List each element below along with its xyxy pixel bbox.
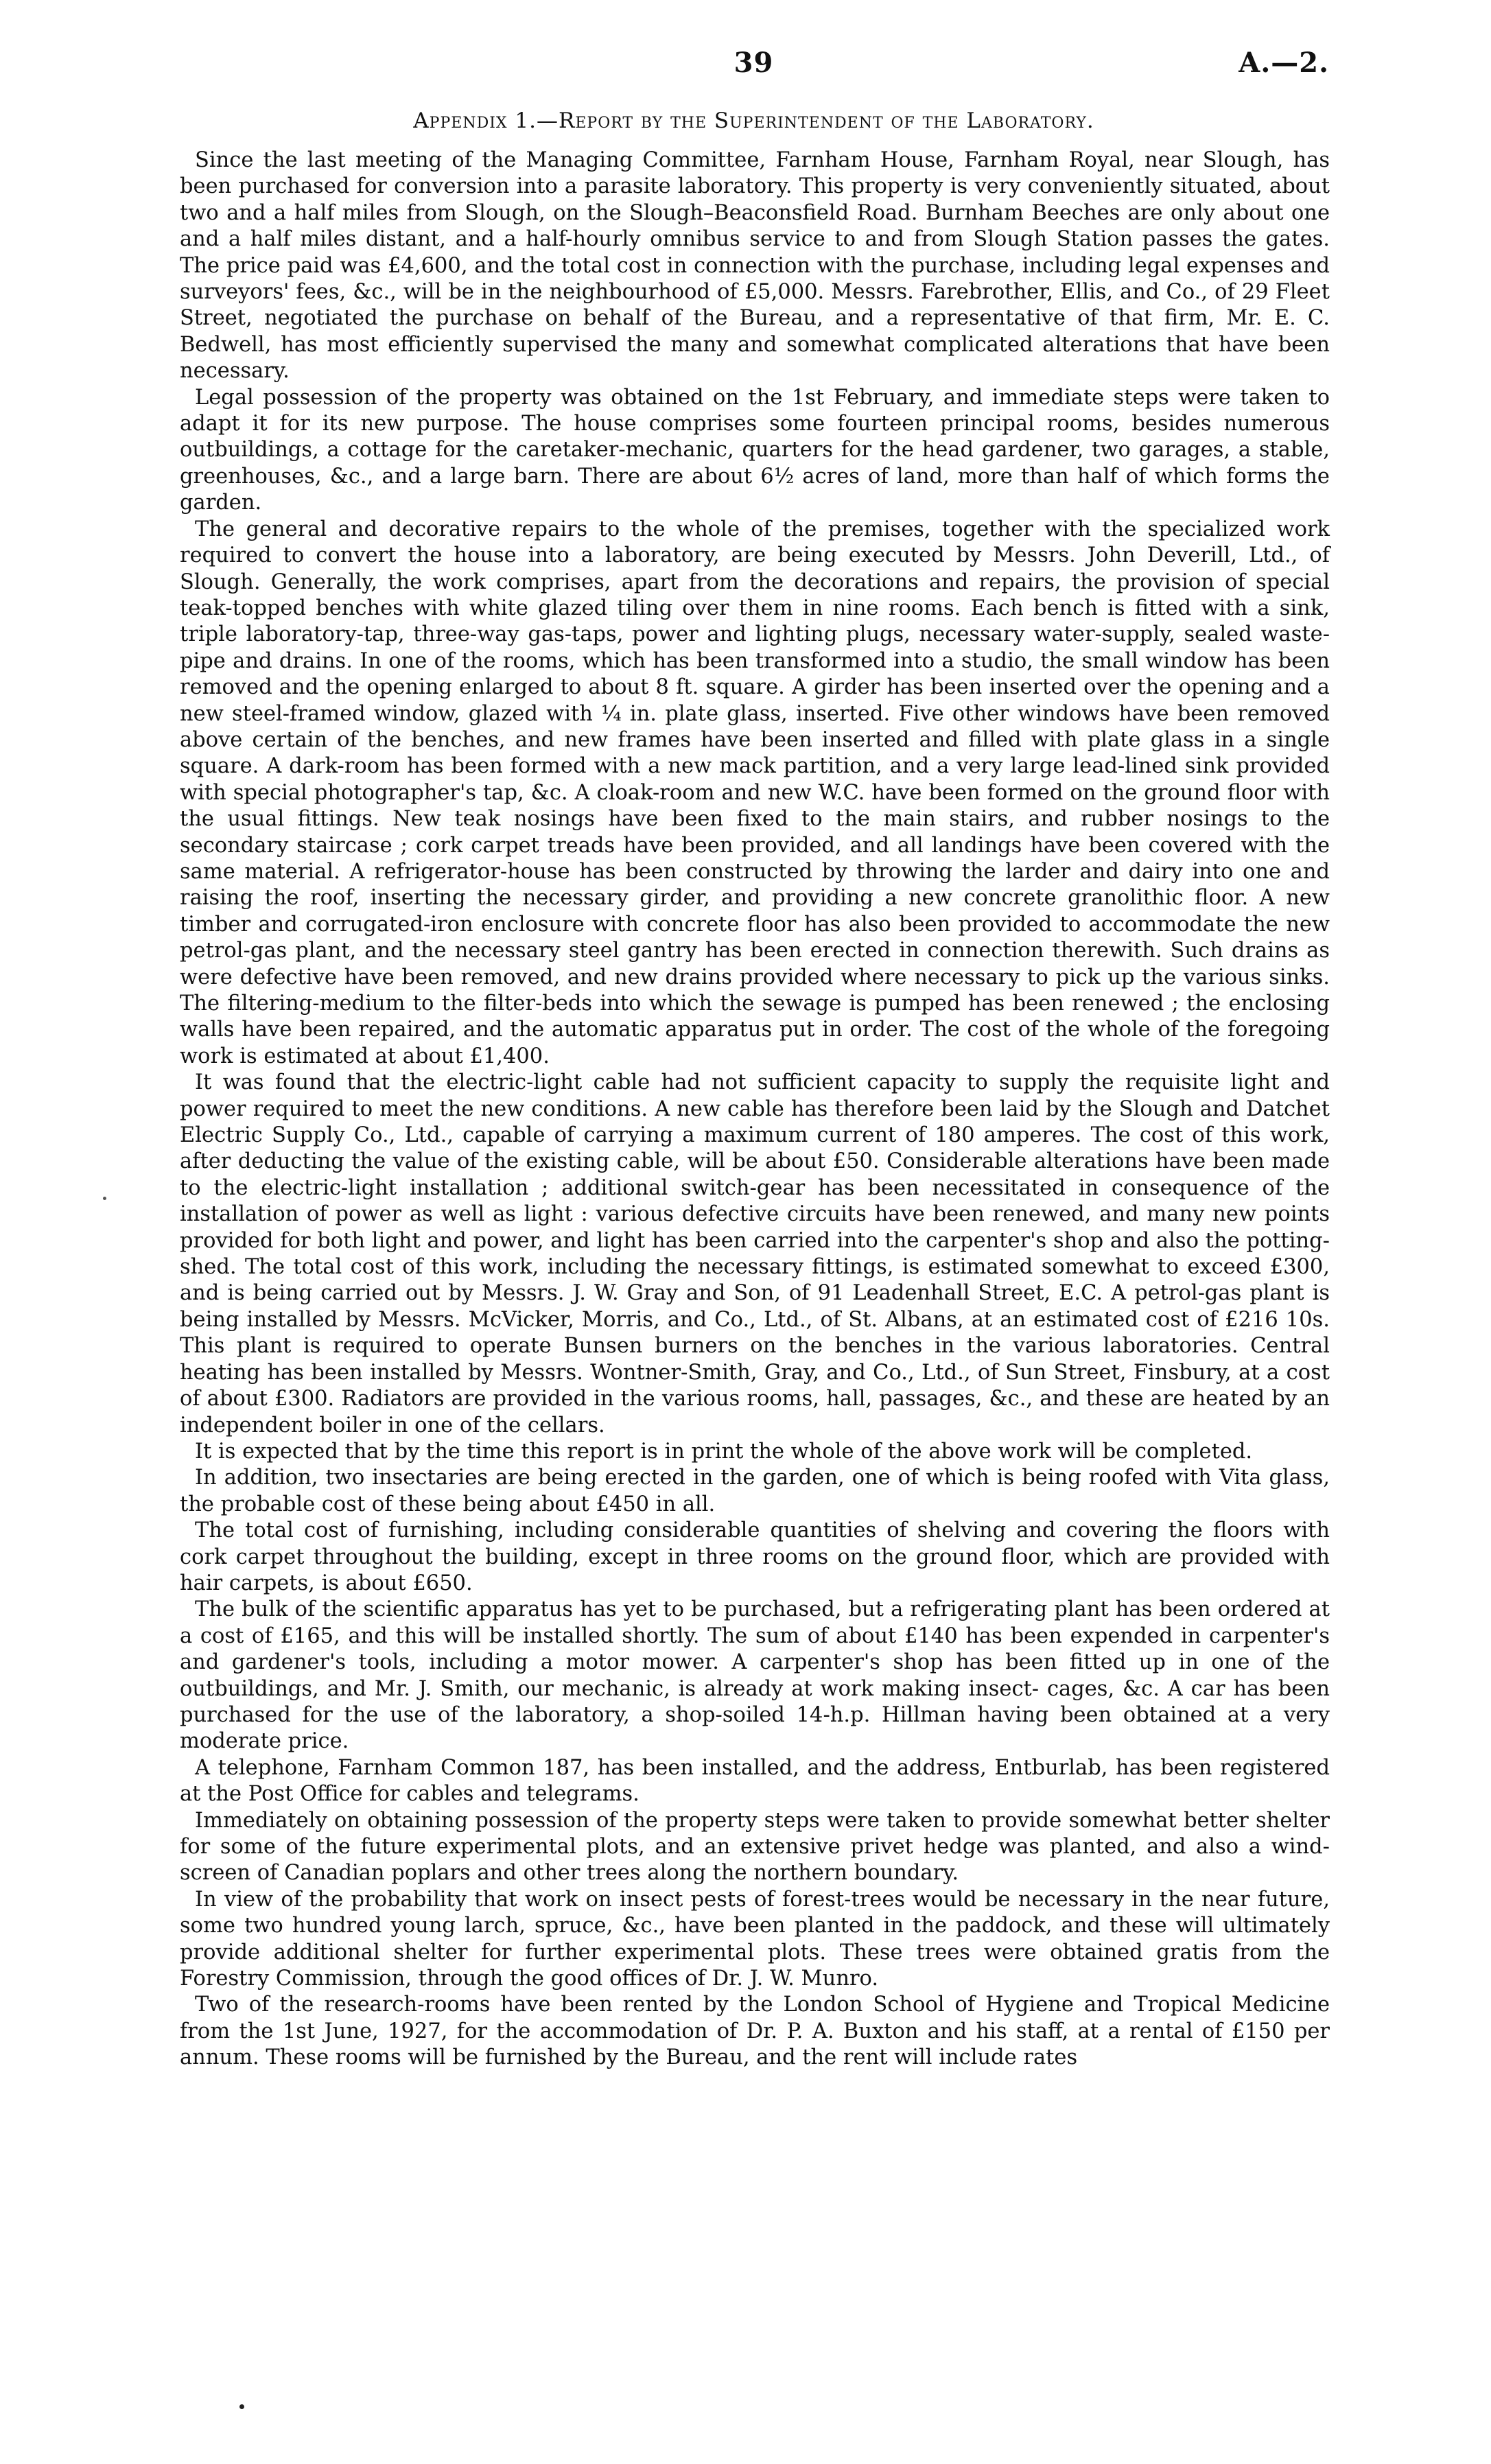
paragraph-forest-trees: In view of the probability that work on insect pests of forest-trees would be necessary in the near future, some two hundred young larch, spruce, &c., have been planted in the paddock, and these will ultimately provide additional shelter for further experimental plots. These trees were obtained gratis from the Forestry Commission, through the good offices of Dr. J. W. Munro. [180, 1887, 1330, 1991]
paragraph-purchase: Since the last meeting of the Managing Committee, Farnham House, Farnham Royal, near Slough, has been purchased for conversion into a parasite laboratory. This property is very conveniently situated, about two and a half miles from Slough, on the Slough–Beaconsfield Road. Burnham Beeches are only about one and a half miles distant, and a half-hourly omnibus service to and from Slough Station passes the gates. The price paid was £4,600, and the total cost in connection with the purchase, including legal expenses and surveyors' fees, &c., will be in the neighbourhood of £5,000. Messrs. Farebrother, Ellis, and Co., of 29 Fleet Street, negotiated the purchase on behalf of the Bureau, and a representative of that firm, Mr. E. C. Bedwell, has most efficiently supervised the many and somewhat complicated alterations that have been necessary. [180, 148, 1330, 384]
paragraph-insectaries: In addition, two insectaries are being erected in the garden, one of which is being roofed with Vita glass, the probable cost of these being about £450 in all. [180, 1466, 1330, 1516]
paragraph-possession: Legal possession of the property was obtained on the 1st February, and immediate steps were taken to adapt it for its new purpose. The house comprises some fourteen principal rooms, besides numerous outbuildings, a cottage for the caretaker-mechanic, quarters for the head gardener, two garages, a stable, greenhouses, &c., and a large barn. There are about 6½ acres of land, more than half of which forms the garden. [180, 385, 1330, 515]
paragraph-furnishing: The total cost of furnishing, including considerable quantities of shelving and covering the floors with cork carpet throughout the building, except in three rooms on the ground floor, which are provided with hair carpets, is about £650. [180, 1518, 1330, 1595]
paragraph-telephone: A telephone, Farnham Common 187, has been installed, and the address, Entburlab, has been registered at the Post Office for cables and telegrams. [180, 1755, 1330, 1807]
paragraph-repairs: The general and decorative repairs to the whole of the premises, together with the specialized work required to convert the house into a laboratory, are being executed by Messrs. John Deverill, Ltd., of Slough. Generally, the work comprises, apart from the decorations and repairs, the provision of special teak-topped benches with white glazed tiling over them in nine rooms. Each bench is fitted with a sink, triple laboratory-tap, three-way gas-taps, power and lighting plugs, necessary water-supply, sealed waste-pipe and drains. In one of the rooms, which has been transformed into a studio, the small window has been removed and the opening enlarged to about 8 ft. square. A girder has been inserted over the opening and a new steel-framed window, glazed with ¼ in. plate glass, inserted. Five other windows have been removed above certain of the benches, and new frames have been inserted and filled with plate glass in a single square. A dark-room has been formed with a new mack partition, and a very large lead-lined sink provided with special photographer's tap, &c. A cloak-room and new W.C. have been formed on the ground floor with the usual fittings. New teak nosings have been fixed to the main stairs, and rubber nosings to the secondary staircase ; cork carpet treads have been provided, and all landings have been covered with the same material. A refrigerator-house has been constructed by throwing the larder and dairy into one and raising the roof, inserting the necessary girder, and providing a new concrete granolithic floor. A new timber and corrugated-iron enclosure with concrete floor has also been provided to accommodate the new petrol-gas plant, and the necessary steel gantry has been erected in connection therewith. Such drains as were defective have been removed, and new drains provided where necessary to pick up the various sinks. The filtering-medium to the filter-beds into which the sewage is pumped has been renewed ; the enclosing walls have been repaired, and the automatic apparatus put in order. The cost of the whole of the foregoing work is estimated at about £1,400. [180, 517, 1330, 1068]
margin-mark [103, 1197, 106, 1200]
paragraph-completion: It is expected that by the time this report is in print the whole of the above work will be completed. [195, 1439, 1253, 1464]
report-body [180, 148, 1330, 2072]
paragraph-research-rooms: Two of the research-rooms have been rented by the London School of Hygiene and Tropical Medicine from the 1st June, 1927, for the accommodation of Dr. P. A. Buxton and his staff, at a rental of £150 per annum. These rooms will be furnished by the Bureau, and the rent will include rates [180, 1993, 1330, 2070]
appendix-title: Appendix 1.—Report by the Superintendent of the Laboratory. [413, 108, 1094, 133]
paragraph-apparatus: The bulk of the scientific apparatus has yet to be purchased, but a refrigerating plant has been ordered at a cost of £165, and this will be installed shortly. The sum of about £140 has been expended in carpenter's and gardener's tools, including a motor mower. A carpenter's shop has been fitted up in one of the outbuildings, and Mr. J. Smith, our mechanic, is already at work making insect- cages, &c. A car has been purchased for the use of the laboratory, a shop-soiled 14-h.p. Hillman having been obtained at a very moderate price. [180, 1597, 1330, 1754]
paragraph-electric: It was found that the electric-light cable had not sufficient capacity to supply the requisite light and power required to meet the new conditions. A new cable has therefore been laid by the Slough and Datchet Electric Supply Co., Ltd., capable of carrying a maximum current of 180 amperes. The cost of this work, after deducting the value of the existing cable, will be about £50. Considerable alterations have been made to the electric-light installation ; additional switch-gear has been necessitated in consequence of the installation of power as well as light : various defective circuits have been renewed, and many new points provided for both light and power, and light has been carried into the carpenter's shop and also the potting-shed. The total cost of this work, including the necessary fittings, is estimated somewhat to exceed £300, and is being carried out by Messrs. J. W. Gray and Son, of 91 Leadenhall Street, E.C. A petrol-gas plant is being installed by Messrs. McVicker, Morris, and Co., Ltd., of St. Albans, at an estimated cost of £216 10s. This plant is required to operate Bunsen burners on the benches in the various laboratories. Central heating has been installed by Messrs. Wontner-Smith, Gray, and Co., Ltd., of Sun Street, Finsbury, at a cost of about £300. Radiators are provided in the various rooms, hall, passages, &c., and these are heated by an independent boiler in one of the cellars. [180, 1070, 1330, 1438]
page-header [178, 47, 1329, 88]
document-reference: A.—2. [1238, 47, 1329, 79]
paragraph-shelter: Immediately on obtaining possession of the property steps were taken to provide somewhat better shelter for some of the future experimental plots, and an extensive privet hedge was planted, and also a wind-screen of Canadian poplars and other trees along the northern boundary. [180, 1808, 1330, 1886]
ink-speck [239, 2404, 244, 2409]
page-number: 39 [733, 47, 774, 79]
